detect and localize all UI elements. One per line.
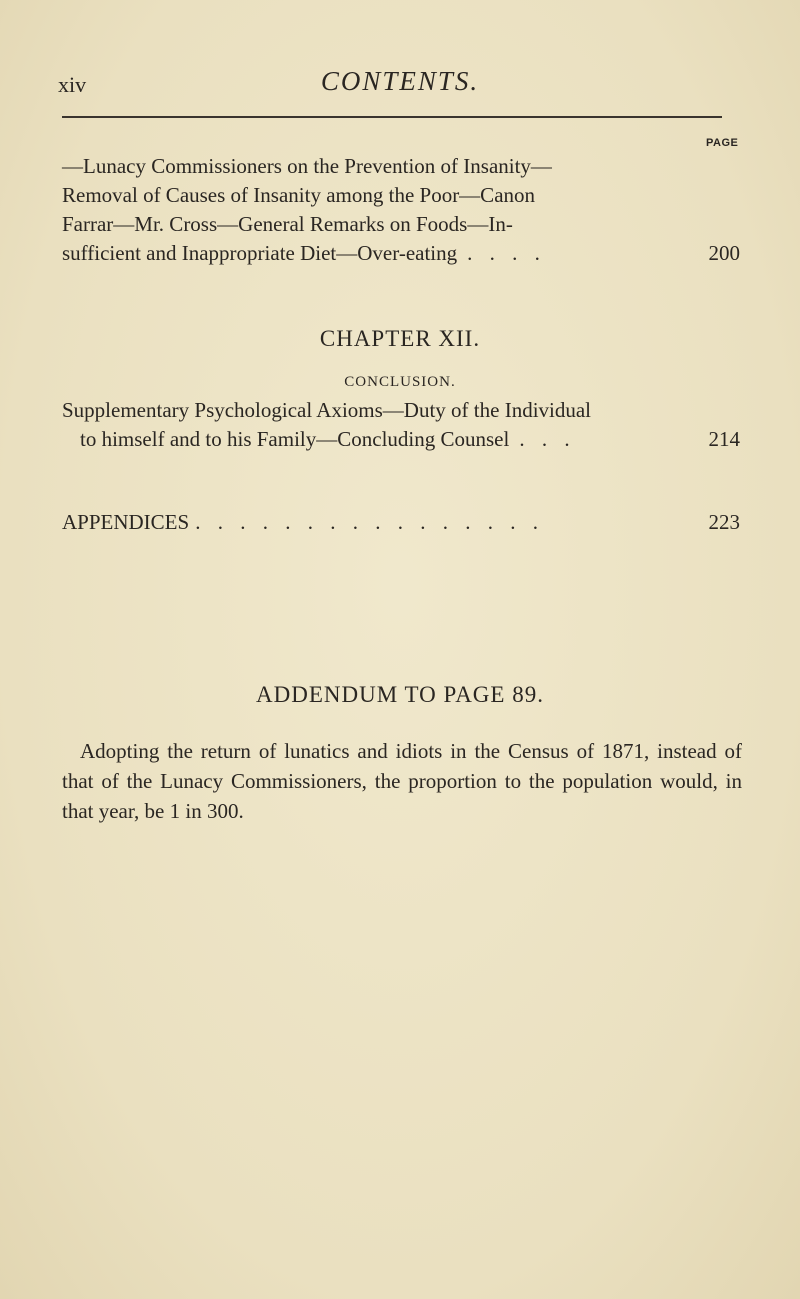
- page-number: xiv: [58, 72, 87, 97]
- entry-line-text: to himself and to his Family—Concluding Counsel: [80, 427, 510, 451]
- toc-entry-appendices: [62, 508, 740, 537]
- dot-leader: . . .: [519, 427, 576, 451]
- entry-last-line: [62, 239, 740, 268]
- dot-leader: . . . . . . . . . . . . . . . .: [195, 510, 544, 534]
- addendum-title: ADDENDUM TO PAGE 89.: [256, 682, 544, 707]
- header-rule: [62, 116, 722, 118]
- chapter-heading: CHAPTER XII.: [319, 326, 481, 351]
- entry-last-line: [62, 425, 740, 454]
- entry-line: Farrar—Mr. Cross—General Remarks on Foods—In-: [62, 212, 513, 236]
- entry-line: Removal of Causes of Insanity among the Poor—Canon: [62, 183, 536, 207]
- chapter-subheading: CONCLUSION.: [344, 374, 456, 390]
- dot-leader: . . . .: [467, 241, 546, 265]
- entry-page-number: 214: [708, 427, 740, 451]
- appendices-page-number: 223: [708, 510, 740, 534]
- page-title: CONTENTS.: [320, 66, 480, 96]
- appendices-label: APPENDICES: [62, 510, 190, 534]
- page-column-label: PAGE: [706, 137, 739, 149]
- addendum-paragraph: Adopting the return of lunatics and idiots in the Census of 1871, instead of that of the Lunacy Commissioners, the proportion to the population would, in that year, be 1 in 300.: [62, 739, 742, 823]
- toc-entry-chapter-xi-continued: [62, 152, 740, 268]
- running-head: [0, 66, 800, 104]
- entry-line-text: sufficient and Inappropriate Diet—Over-eating: [62, 241, 458, 265]
- toc-entry-chapter-xii: [62, 396, 740, 454]
- entry-line: Supplementary Psychological Axioms—Duty of the Individual: [62, 398, 592, 422]
- entry-page-number: 200: [708, 241, 740, 265]
- appendices-line: [62, 508, 740, 537]
- entry-line: —Lunacy Commissioners on the Prevention of Insanity—: [62, 154, 552, 178]
